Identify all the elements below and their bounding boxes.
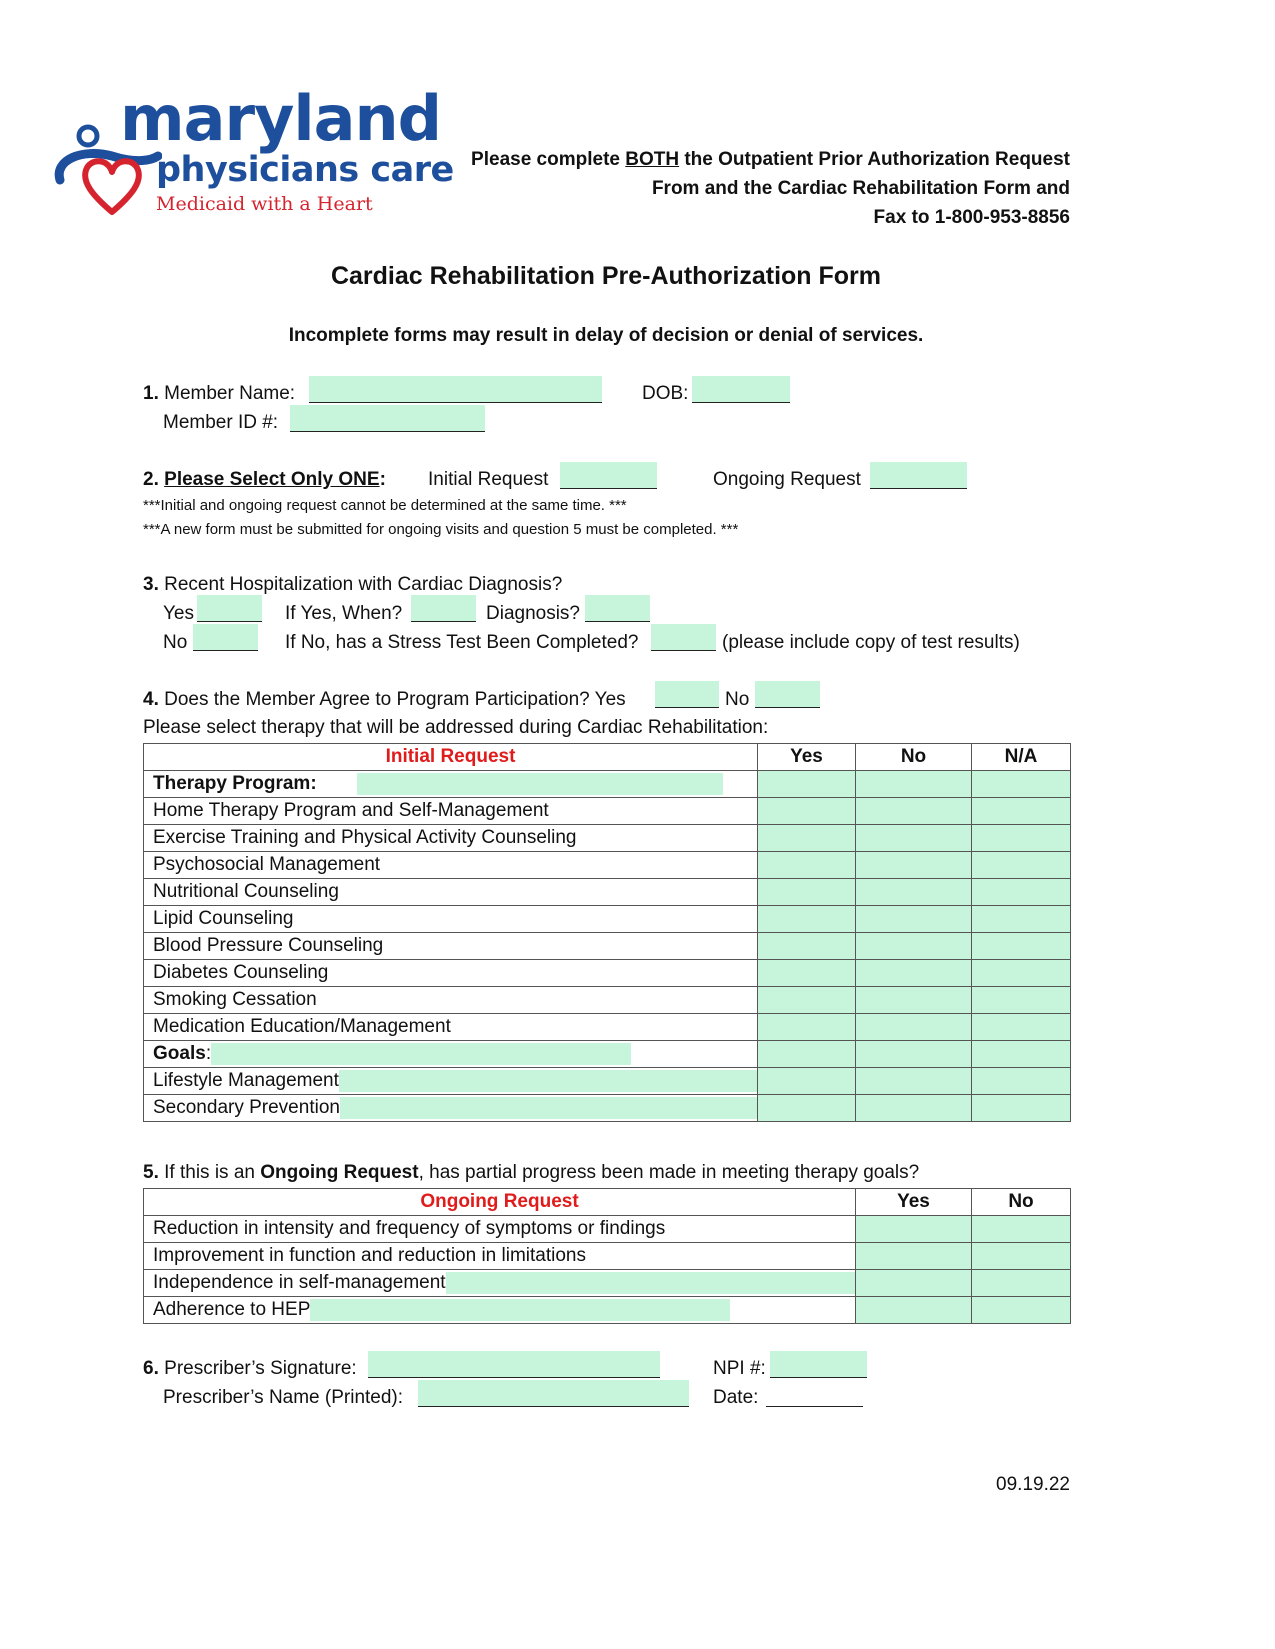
q2-note-2: ***A new form must be submitted for ongoing visits and question 5 must be completed. *** bbox=[143, 521, 739, 538]
q4-instruction: Please select therapy that will be addressed during Cardiac Rehabilitation: bbox=[143, 717, 769, 738]
logo-word-physicians-care: physicians care bbox=[156, 150, 454, 190]
row-label-therapy-1: Exercise Training and Physical Activity Counseling bbox=[144, 825, 758, 852]
no-cell[interactable] bbox=[856, 906, 972, 933]
logo-word-maryland: maryland bbox=[120, 82, 442, 155]
row-label-therapy-5: Blood Pressure Counseling bbox=[144, 933, 758, 960]
no-cell[interactable] bbox=[856, 987, 972, 1014]
na-cell[interactable] bbox=[972, 1095, 1071, 1122]
row-label-therapy-0: Home Therapy Program and Self-Management bbox=[144, 798, 758, 825]
ongoing-request-label: Ongoing Request bbox=[713, 469, 861, 490]
col-no-header: No bbox=[856, 744, 972, 771]
no-cell[interactable] bbox=[972, 1216, 1071, 1243]
col-na-header: N/A bbox=[972, 744, 1071, 771]
yes-cell[interactable] bbox=[758, 1068, 856, 1095]
yes-cell[interactable] bbox=[758, 1041, 856, 1068]
q3-yes-label: Yes bbox=[163, 603, 194, 624]
na-cell[interactable] bbox=[972, 825, 1071, 852]
row-label-therapy-7: Smoking Cessation bbox=[144, 987, 758, 1014]
no-cell[interactable] bbox=[856, 960, 972, 987]
q3-when-field[interactable] bbox=[411, 595, 476, 622]
row-fill[interactable] bbox=[339, 1070, 758, 1092]
no-cell[interactable] bbox=[856, 825, 972, 852]
q3-no-label: No bbox=[163, 632, 188, 653]
no-cell[interactable] bbox=[972, 1243, 1071, 1270]
no-cell[interactable] bbox=[856, 879, 972, 906]
q6-signature-label: 6. Prescriber’s Signature: bbox=[143, 1358, 357, 1379]
ongoing-row-label-1: Improvement in function and reduction in limitations bbox=[144, 1243, 856, 1270]
no-cell[interactable] bbox=[972, 1297, 1071, 1324]
date-field[interactable] bbox=[766, 1380, 863, 1407]
q3-stress-label: If No, has a Stress Test Been Completed? bbox=[285, 632, 639, 653]
na-cell[interactable] bbox=[972, 771, 1071, 798]
yes-cell[interactable] bbox=[758, 933, 856, 960]
yes-cell[interactable] bbox=[856, 1243, 972, 1270]
yes-cell[interactable] bbox=[758, 960, 856, 987]
col-no-header: No bbox=[972, 1189, 1071, 1216]
table-row bbox=[144, 1014, 1071, 1041]
col-yes-header: Yes bbox=[758, 744, 856, 771]
na-cell[interactable] bbox=[972, 906, 1071, 933]
table-row bbox=[144, 987, 1071, 1014]
table-row bbox=[144, 798, 1071, 825]
q5-question: 5. If this is an Ongoing Request, has partial progress been made in meeting therapy goals? bbox=[143, 1162, 920, 1183]
no-cell[interactable] bbox=[856, 1068, 972, 1095]
col-yes-header: Yes bbox=[856, 1189, 972, 1216]
table-header-row bbox=[144, 744, 1071, 771]
row-fill[interactable] bbox=[446, 1272, 856, 1294]
q3-yes-field[interactable] bbox=[197, 595, 262, 622]
yes-cell[interactable] bbox=[856, 1216, 972, 1243]
row-label-goal-1: Secondary Prevention bbox=[144, 1095, 758, 1122]
row-label-goal-0: Lifestyle Management bbox=[144, 1068, 758, 1095]
table-row bbox=[144, 852, 1071, 879]
q4-no-field[interactable] bbox=[755, 681, 820, 708]
no-cell[interactable] bbox=[856, 933, 972, 960]
q3-when-label: If Yes, When? bbox=[285, 603, 403, 624]
npi-label: NPI #: bbox=[713, 1358, 766, 1379]
initial-request-field[interactable] bbox=[560, 462, 657, 489]
ongoing-row-label-2: Independence in self-management bbox=[144, 1270, 856, 1297]
yes-cell[interactable] bbox=[758, 825, 856, 852]
q1-member-name-row: 1. Member Name: bbox=[143, 383, 296, 404]
table-row bbox=[144, 1243, 1071, 1270]
logo-tagline: Medicaid with a Heart bbox=[156, 193, 373, 215]
no-cell[interactable] bbox=[856, 1041, 972, 1068]
yes-cell[interactable] bbox=[856, 1297, 972, 1324]
q4-no-label: No bbox=[725, 689, 750, 710]
yes-cell[interactable] bbox=[856, 1270, 972, 1297]
row-label-therapy-2: Psychosocial Management bbox=[144, 852, 758, 879]
prescriber-signature-field[interactable] bbox=[368, 1351, 660, 1378]
q3-results-note: (please include copy of test results) bbox=[722, 632, 1020, 653]
warning-text: Incomplete forms may result in delay of decision or denial of services. bbox=[288, 325, 924, 346]
row-label-therapy-8: Medication Education/Management bbox=[144, 1014, 758, 1041]
yes-cell[interactable] bbox=[758, 1095, 856, 1122]
no-cell[interactable] bbox=[856, 798, 972, 825]
ongoing-row-label-3: Adherence to HEP bbox=[144, 1297, 856, 1324]
no-cell[interactable] bbox=[856, 1014, 972, 1041]
row-label-therapy-4: Lipid Counseling bbox=[144, 906, 758, 933]
yes-cell[interactable] bbox=[758, 771, 856, 798]
na-cell[interactable] bbox=[972, 1014, 1071, 1041]
q4-yes-field[interactable] bbox=[655, 681, 719, 708]
table-row bbox=[144, 1068, 1071, 1095]
no-cell[interactable] bbox=[972, 1270, 1071, 1297]
header-note: Please complete BOTH the Outpatient Prior Authorization Request From and the Cardiac Rehabilitation Form and Fax to 1-800-953-8856 bbox=[471, 149, 1070, 228]
yes-cell[interactable] bbox=[758, 1014, 856, 1041]
table-row bbox=[144, 1041, 1071, 1068]
yes-cell[interactable] bbox=[758, 852, 856, 879]
table-row bbox=[144, 825, 1071, 852]
na-cell[interactable] bbox=[972, 1068, 1071, 1095]
na-cell[interactable] bbox=[972, 987, 1071, 1014]
revision-date: 09.19.22 bbox=[996, 1474, 1070, 1495]
therapy-program-label: Therapy Program: bbox=[144, 771, 758, 798]
row-fill[interactable] bbox=[340, 1097, 758, 1119]
yes-cell[interactable] bbox=[758, 987, 856, 1014]
therapy-program-fill[interactable] bbox=[357, 773, 723, 795]
page-title: Cardiac Rehabilitation Pre-Authorization Form bbox=[330, 262, 882, 290]
npi-field[interactable] bbox=[770, 1351, 867, 1378]
na-cell[interactable] bbox=[972, 879, 1071, 906]
table-row bbox=[144, 933, 1071, 960]
table-row bbox=[144, 1270, 1071, 1297]
table-row bbox=[144, 960, 1071, 987]
row-label-goals: Goals: bbox=[144, 1041, 758, 1068]
row-label-therapy-3: Nutritional Counseling bbox=[144, 879, 758, 906]
yes-cell[interactable] bbox=[758, 906, 856, 933]
member-name-field[interactable] bbox=[309, 376, 602, 403]
na-cell[interactable] bbox=[972, 798, 1071, 825]
ongoing-request-field[interactable] bbox=[870, 462, 967, 489]
q4-question: 4. Does the Member Agree to Program Participation? Yes bbox=[143, 689, 626, 710]
row-label-therapy-6: Diabetes Counseling bbox=[144, 960, 758, 987]
na-cell[interactable] bbox=[972, 960, 1071, 987]
no-cell[interactable] bbox=[856, 771, 972, 798]
table-row bbox=[144, 1095, 1071, 1122]
prescriber-printed-field[interactable] bbox=[418, 1380, 689, 1407]
table-row bbox=[144, 879, 1071, 906]
na-cell[interactable] bbox=[972, 852, 1071, 879]
initial-request-table bbox=[143, 743, 1071, 1122]
member-id-field[interactable] bbox=[290, 405, 485, 432]
yes-cell[interactable] bbox=[758, 798, 856, 825]
row-fill[interactable] bbox=[310, 1299, 730, 1321]
q2-row: 2. Please Select Only ONE: bbox=[143, 469, 386, 490]
initial-request-header: Initial Request bbox=[144, 744, 758, 771]
q3-diagnosis-label: Diagnosis? bbox=[486, 603, 580, 624]
table-header-row bbox=[144, 1189, 1071, 1216]
initial-request-label: Initial Request bbox=[428, 469, 549, 490]
na-cell[interactable] bbox=[972, 933, 1071, 960]
dob-field[interactable] bbox=[692, 376, 790, 403]
table-row bbox=[144, 1297, 1071, 1324]
ongoing-request-table bbox=[143, 1188, 1071, 1324]
date-label: Date: bbox=[713, 1387, 759, 1408]
dob-label: DOB: bbox=[642, 383, 689, 404]
member-id-label: Member ID #: bbox=[163, 412, 279, 433]
na-cell[interactable] bbox=[972, 1041, 1071, 1068]
therapy-program-row bbox=[144, 771, 1071, 798]
table-row bbox=[144, 906, 1071, 933]
q3-diagnosis-field[interactable] bbox=[585, 595, 650, 622]
ongoing-row-label-0: Reduction in intensity and frequency of symptoms or findings bbox=[144, 1216, 856, 1243]
q3-no-field[interactable] bbox=[193, 624, 258, 651]
q3-question: 3. Recent Hospitalization with Cardiac Diagnosis? bbox=[143, 574, 563, 595]
prescriber-printed-label: Prescriber’s Name (Printed): bbox=[163, 1387, 404, 1408]
yes-cell[interactable] bbox=[758, 879, 856, 906]
no-cell[interactable] bbox=[856, 852, 972, 879]
ongoing-request-header: Ongoing Request bbox=[144, 1189, 856, 1216]
table-row bbox=[144, 1216, 1071, 1243]
q3-stress-field[interactable] bbox=[651, 624, 716, 651]
row-fill[interactable] bbox=[211, 1043, 631, 1065]
no-cell[interactable] bbox=[856, 1095, 972, 1122]
q2-note-1: ***Initial and ongoing request cannot be determined at the same time. *** bbox=[143, 497, 627, 514]
